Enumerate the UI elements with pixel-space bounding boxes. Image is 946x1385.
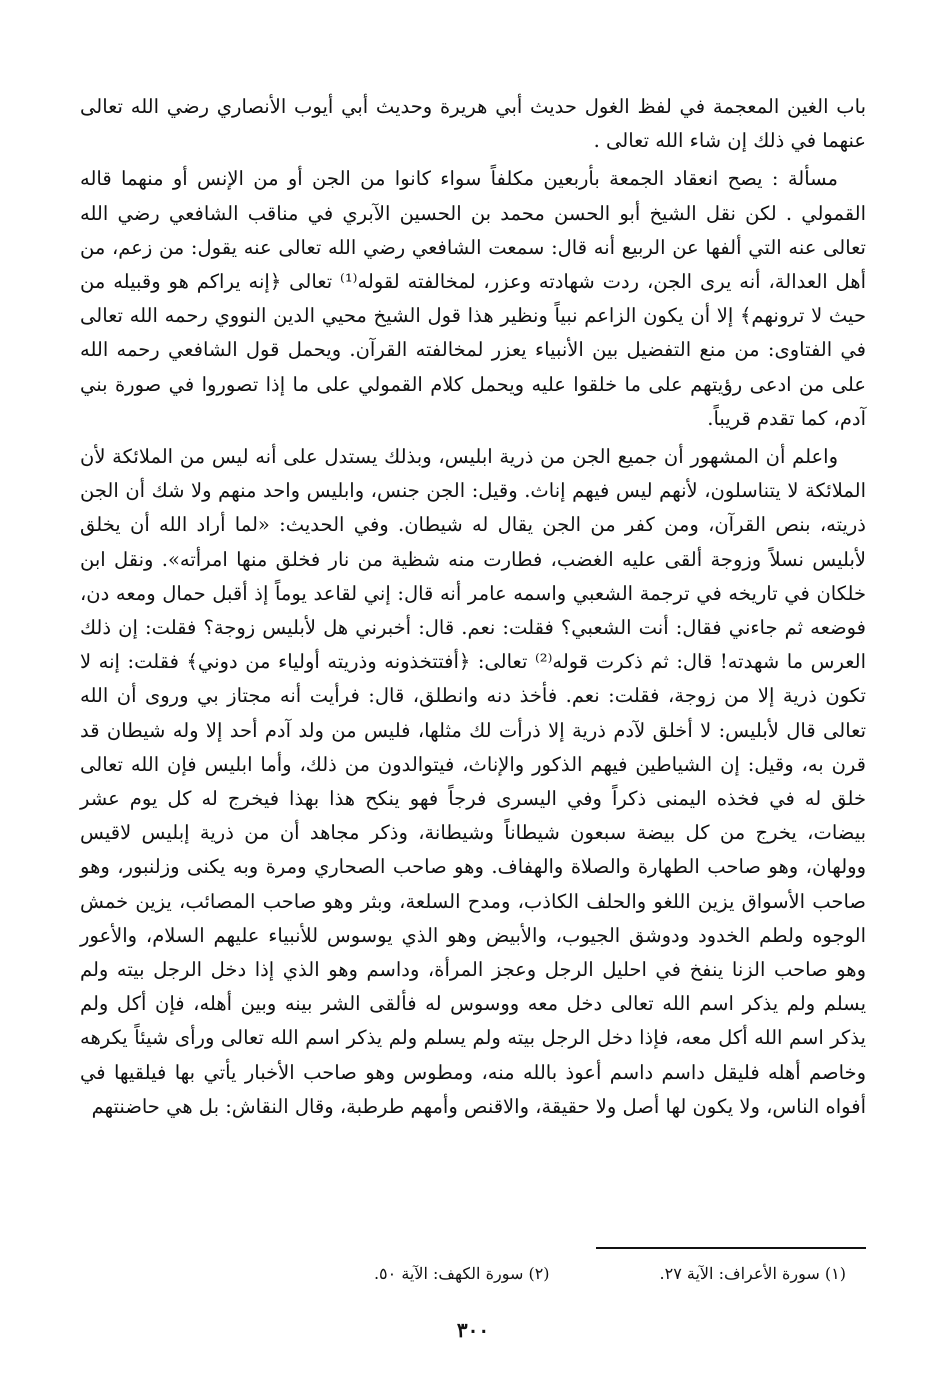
page-body bbox=[80, 90, 866, 1128]
paragraph-2: مسألة : يصح انعقاد الجمعة بأربعين مكلفاً سواء كانوا من الجن أو من الإنس أو منهما قاله القمولي . لكن نقل الشيخ أبو الحسن محمد بن الحسين الآبري في مناقب الشافعي رضي الله تعالى عنه التي ألفها عن الربيع أنه قال: سمعت الشافعي رضي الله تعالى عنه يقول: من زعم، من أهل العدالة، أنه يرى الجن، ردت شهادته وعزر، لمخالفته لقوله⁽¹⁾ تعالى ﴿إنه يراكم هو وقبيله من حيث لا ترونهم﴾ إلا أن يكون الزاعم نبياً ونظير هذا قول الشيخ محيي الدين النووي رحمه الله تعالى في الفتاوى: من منع التفضيل بين الأنبياء يعزر لمخالفته القرآن. ويحمل قول الشافعي رحمه الله على من ادعى رؤيتهم على ما خلقوا عليه ويحمل كلام القمولي على ما إذا تصوروا في صورة بني آدم، كما تقدم قريباً. bbox=[80, 167, 866, 430]
footnote-1: (١) سورة الأعراف: الآية ٢٧. bbox=[659, 1264, 846, 1283]
page-number: ٣٠٠ bbox=[456, 1318, 490, 1342]
footnote-2: (٢) سورة الكهف: الآية ٥٠. bbox=[373, 1264, 550, 1283]
footnotes bbox=[374, 1262, 846, 1286]
paragraph-1: باب الغين المعجمة في لفظ الغول حديث أبي هريرة وحديث أبي أيوب الأنصاري رضي الله تعالى عنهما في ذلك إن شاء الله تعالى . bbox=[80, 95, 866, 153]
footnote-divider bbox=[596, 1247, 866, 1249]
paragraph-3: واعلم أن المشهور أن جميع الجن من ذرية ابليس، وبذلك يستدل على أنه ليس من الملائكة لأن الملائكة لا يتناسلون، لأنهم ليس فيهم إناث. وقيل: الجن جنس، وابليس واحد منهم ولا شك أن الجن ذريته، بنص القرآن، ومن كفر من الجن يقال له شيطان. وفي الحديث: «لما أراد الله أن يخلق لأبليس نسلاً وزوجة ألقى عليه الغضب، فطارت منه شظية من نار فخلق منها امرأته». ونقل ابن خلكان في تاريخه في ترجمة الشعبي واسمه عامر أنه قال: إني لقاعد يوماً إذ أقبل حمال ومعه دن، فوضعه ثم جاءني فقال: أنت الشعبي؟ فقلت: نعم. قال: أخبرني هل لأبليس زوجة؟ فقلت: إن ذلك العرس ما شهدته! قال: ثم ذكرت قوله⁽²⁾ تعالى: ﴿أفتتخذونه وذريته أولياء من دوني﴾ فقلت: إنه لا تكون ذرية إلا من زوجة، فقلت: نعم. فأخذ دنه وانطلق، قال: فرأيت أنه مجتاز بي وروى أن الله تعالى قال لأبليس: لا أخلق لآدم ذرية إلا ذرأت لك مثلها، فليس من ولد آدم أحد إلا وله شيطان قد قرن به، وقيل: إن الشياطين فيهم الذكور والإناث، فيتوالدون من ذلك، وأما ابليس فإن الله تعالى خلق له في فخذه اليمنى ذكراً وفي اليسرى فرجاً فهو ينكح هذا بهذا فيخرج له كل يوم عشر بيضات، يخرج من كل بيضة سبعون شيطاناً وشيطانة، وذكر مجاهد أن من ذرية إبليس لاقيس وولهان، وهو صاحب الطهارة والصلاة والهفاف. وهو صاحب الصحاري ومرة وبه يكنى وزلنبور، وهو صاحب الأسواق يزين اللغو والحلف الكاذب، ومدح السلعة، وبثر وهو صاحب المصائب، يزين خمش الوجوه ولطم الخدود ودوشق الجيوب، والأبيض وهو الذي يوسوس للأنبياء عليهم السلام، والأعور وهو صاحب الزنا ينفخ في احليل الرجل وعجز المرأة، وداسم وهو الذي إذا دخل الرجل بيته ولم يسلم ولم يذكر اسم الله تعالى دخل معه ووسوس له فألقى الشر بينه وبين أهله، فإن أكل ولم يذكر اسم الله أكل معه، فإذا دخل الرجل بيته ولم يسلم ولم يذكر اسم الله تعالى ورأى شيئاً يكرهه وخاصم أهله فليقل داسم داسم أعوذ بالله منه، ومطوس وهو صاحب الأخبار يأتي بها فيلقيها في أفواه الناس، ولا يكون لها أصل ولا حقيقة، والاقنص وأمهم طرطبة، وقال النقاش: بل هي حاضنتهم bbox=[80, 445, 866, 1118]
